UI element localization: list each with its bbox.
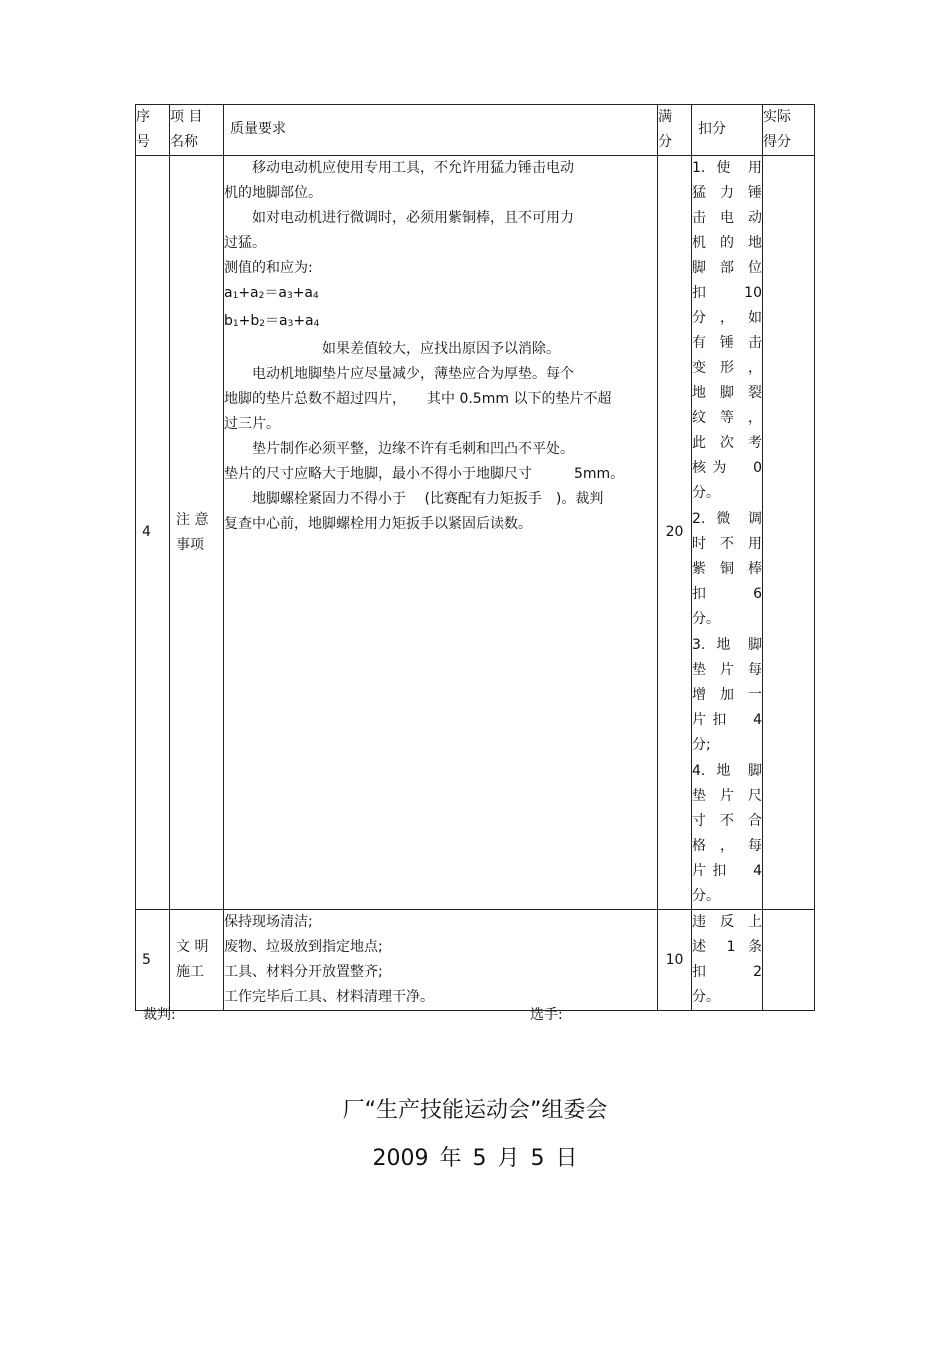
- quality-line: 工具、材料分开放置整齐;: [224, 964, 383, 980]
- deduction-line: 4. 地 脚: [692, 763, 762, 779]
- deduction-line: 扣 10: [692, 285, 762, 301]
- deduction-line: 寸不合: [692, 813, 762, 829]
- quality-line: 复查中心前，地脚螺栓用力矩扳手以紧固后读数。: [224, 516, 532, 532]
- header-quality: 质量要求: [224, 105, 658, 156]
- deduction-line: 紫铜棒: [692, 561, 762, 577]
- quality-line: 废物、垃圾放到指定地点;: [224, 939, 383, 955]
- quality-line: 机的地脚部位。: [224, 185, 322, 201]
- deduction-line: 垫片每: [692, 662, 762, 678]
- deduction-line: 有锤击: [692, 335, 762, 351]
- deduction-line: 垫片尺: [692, 788, 762, 804]
- actual-score[interactable]: [763, 910, 815, 1011]
- deduction-line: 扣 6: [692, 586, 762, 602]
- deduction-line: 机的地: [692, 235, 762, 251]
- quality-line: 电动机地脚垫片应尽量减少，薄垫应合为厚垫。每个: [224, 366, 574, 382]
- quality-line: 过三片。: [224, 416, 280, 432]
- full-score: 20: [658, 156, 692, 910]
- row-item: 注 意 事项: [170, 156, 224, 910]
- judge-label: 裁判:: [143, 1007, 176, 1023]
- organizer: 厂“生产技能运动会”组委会: [342, 1098, 608, 1123]
- deduction-rules: [692, 156, 763, 910]
- deduction-line: 分。: [692, 888, 720, 904]
- quality-line: 垫片制作必须平整，边缘不许有毛刺和凹凸不平处。: [224, 441, 574, 457]
- quality-line: 如对电动机进行微调时，必须用紫铜棒，且不可用力: [224, 210, 574, 226]
- deduction-line: 此次考: [692, 435, 762, 451]
- quality-line: 测值的和应为:: [224, 260, 313, 276]
- deduction-rule: [692, 633, 762, 758]
- deduction-line: 时不用: [692, 536, 762, 552]
- deduction-line: 3. 地 脚: [692, 637, 762, 653]
- scoring-table: [135, 104, 815, 1011]
- quality-line: 垫片的尺寸应略大于地脚，最小不得小于地脚尺寸 5mm。: [224, 466, 625, 482]
- header-no: 序 号: [136, 105, 170, 156]
- date: 2009 年 5 月 5 日: [372, 1146, 578, 1171]
- deduction-line: 格，每: [692, 838, 762, 854]
- deduction-line: 猛力锤: [692, 185, 762, 201]
- deduction-line: 脚部位: [692, 260, 762, 276]
- formula-b: $b_1+b_2=a_3+a_4$: [224, 313, 320, 329]
- quality-line: 地脚的垫片总数不超过四片， 其中 0.5mm 以下的垫片不超: [224, 391, 612, 407]
- header-deduct: 扣分: [692, 105, 763, 156]
- quality-line: 移动电动机应使用专用工具，不允许用猛力锤击电动: [224, 160, 574, 176]
- deduction-line: 分，如: [692, 310, 762, 326]
- deduction-rules: 违反上 述 1 条 扣 2 分。: [692, 910, 763, 1011]
- quality-line: 工作完毕后工具、材料清理干净。: [224, 989, 434, 1005]
- deduction-rule: [692, 156, 762, 506]
- table-row: [136, 910, 815, 1011]
- deduction-line: 纹等，: [692, 410, 762, 426]
- deduction-line: 1. 使 用: [692, 160, 762, 176]
- actual-score[interactable]: [763, 156, 815, 910]
- formula-a: $a_1+a_2=a_3+a_4$: [224, 285, 319, 301]
- row-no: 4: [136, 156, 170, 910]
- deduction-line: 分。: [692, 611, 720, 627]
- deduction-rule: [692, 759, 762, 909]
- deduction-line: 增加一: [692, 687, 762, 703]
- deduction-rule: [692, 507, 762, 632]
- deduction-line: 片扣 4: [692, 863, 762, 879]
- deduction-line: 片扣 4: [692, 712, 762, 728]
- full-score: 10: [658, 910, 692, 1011]
- row-item: 文 明 施工: [170, 910, 224, 1011]
- quality-requirements: [224, 910, 658, 1011]
- quality-line: 过猛。: [224, 235, 266, 251]
- deduction-line: 核为 0: [692, 460, 762, 476]
- header-row: [136, 105, 815, 156]
- player-label: 选手:: [530, 1007, 563, 1023]
- header-actual: 实际 得分: [763, 105, 815, 156]
- quality-requirements: [224, 156, 658, 910]
- deduction-line: 变形，: [692, 360, 762, 376]
- table-row: [136, 156, 815, 910]
- quality-line: 如果差值较大，应找出原因予以消除。: [224, 341, 560, 357]
- deduction-line: 分。: [692, 485, 720, 501]
- deduction-line: 地脚裂: [692, 385, 762, 401]
- header-item: 项 目 名称: [170, 105, 224, 156]
- deduction-line: 分;: [692, 737, 711, 753]
- deduction-line: 2. 微 调: [692, 511, 762, 527]
- header-full: 满 分: [658, 105, 692, 156]
- deduction-line: 击电动: [692, 210, 762, 226]
- quality-line: 地脚螺栓紧固力不得小于 (比赛配有力矩扳手 )。裁判: [224, 491, 604, 507]
- quality-line: 保持现场清洁;: [224, 914, 313, 930]
- row-no: 5: [136, 910, 170, 1011]
